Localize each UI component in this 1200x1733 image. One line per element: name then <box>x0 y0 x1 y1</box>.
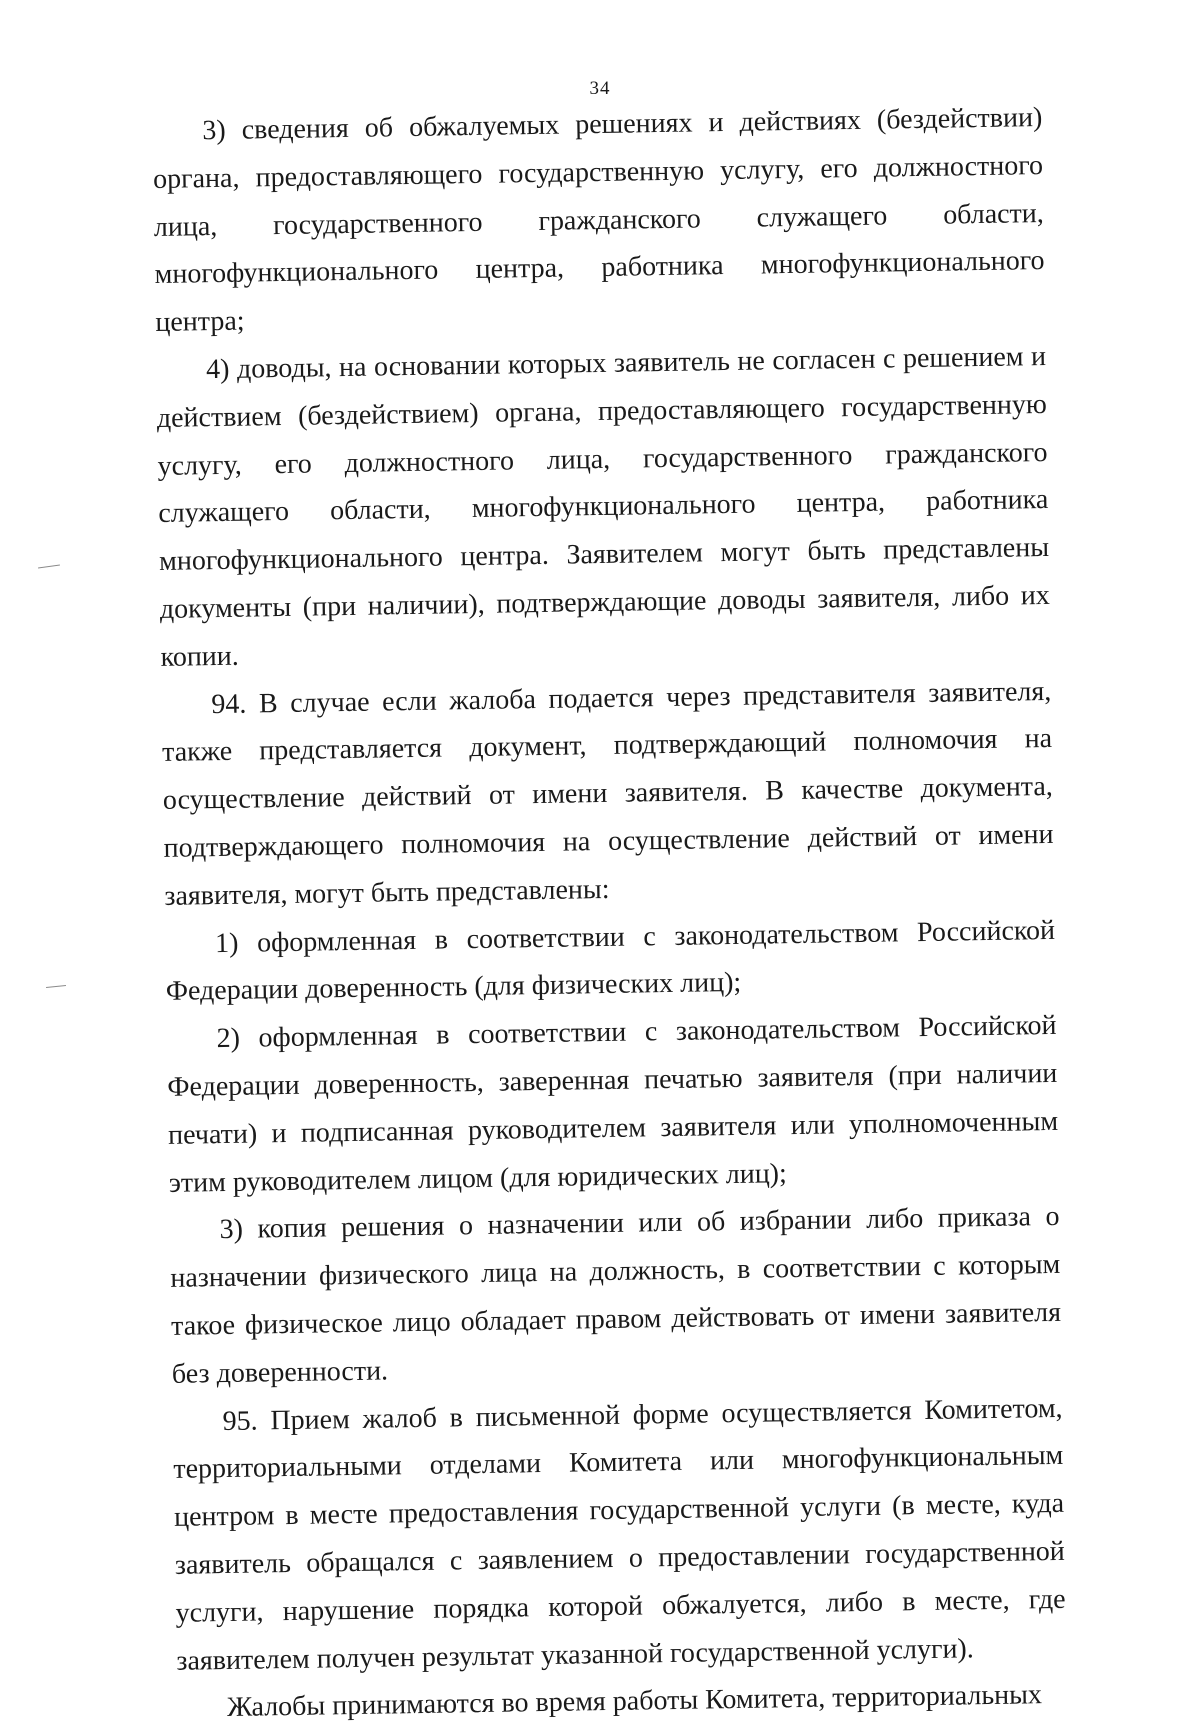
margin-mark <box>46 985 66 988</box>
paragraph-95-written-complaints: 95. Прием жалоб в письменной форме осуществляется Комитетом, территориальными отделами Комитета или многофункциональным центром в месте предоставления государственной услуги (в месте, куда заявитель обращался с заявлением о предоставлении государственной услуги, нарушение порядка которой обжалуется, либо в месте, где заявителем получен результат указанной государственной услуги). <box>173 1392 1066 1677</box>
page-number: 34 <box>589 78 611 99</box>
paragraph-item-3-appointment-copy: 3) копия решения о назначении или об избрании либо приказа о назначении физического лица на должность, в соответствии с которым такое физическое лицо обладает правом действовать от имени заявителя без доверенности. <box>170 1201 1062 1390</box>
paragraph-complaint-hours: Жалобы принимаются во время работы Комитета, территориальных <box>226 1679 1043 1724</box>
paragraph-item-3-complaint-subject: 3) сведения об обжалуемых решениях и действиях (бездействии) органа, предоставляющего государственную услугу, его должностного лица, государственного гражданского служащего области, многофункционального центра, работника многофункционального центра; <box>152 102 1045 339</box>
paragraph-94-representative: 94. В случае если жалоба подается через представителя заявителя, также представляется документ, подтверждающий полномочия на осуществление действий от имени заявителя. В качестве документа, подтверждающего полномочия на осуществление действий от имени заявителя, могут быть представлены: <box>161 675 1054 912</box>
margin-mark <box>38 564 60 568</box>
paragraph-item-1-individuals: 1) оформленная в соответствии с законодательством Российской Федерации доверенность (для физических лиц); <box>165 914 1056 1008</box>
paragraph-item-4-arguments: 4) доводы, на основании которых заявитель не согласен с решением и действием (бездействием) органа, предоставляющего государственную услугу, его должностного лица, государственного гражданского служащего области, многофункционального центра, работника многофункционального центра. Заявителем могут быть представлены документы (при наличии), подтверждающие доводы заявителя, либо их копии. <box>156 340 1051 673</box>
paragraph-item-2-legal-entities: 2) оформленная в соответствии с законодательством Российской Федерации доверенность, заверенная печатью заявителя (при наличии печати) и подписанная руководителем заявителя или уполномоченным этим руководителем лицом (для юридических лиц); <box>167 1010 1059 1199</box>
document-body <box>152 94 1067 1733</box>
